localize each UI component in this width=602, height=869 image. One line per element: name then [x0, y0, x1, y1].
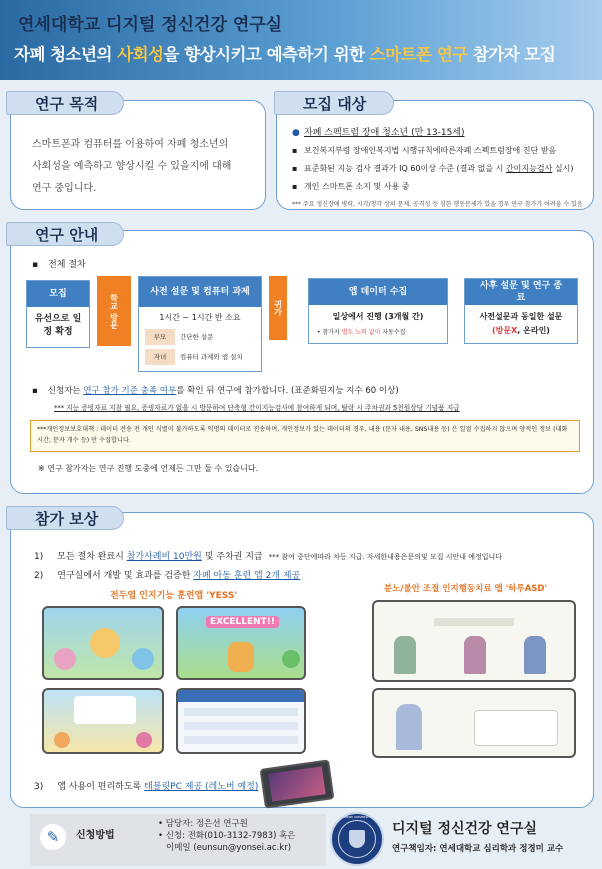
step-recruit [26, 280, 90, 348]
step-head: 앱 데이터 수집 [309, 279, 447, 305]
title-part: 을 향상시키고 예측하기 위한 [163, 45, 370, 64]
step-time: 1시간 ~ 1시간 반 소요 [159, 313, 241, 322]
apply-box [30, 814, 326, 866]
quit-note: ※ 연구 참가자는 연구 진행 도중에 언제든 그만 둘 수 있습니다. [38, 464, 259, 473]
list-item: ▪ 보건복지부령 장애인복지법 시행규칙에따른자폐 스펙트럼장애 진단 받음 [292, 146, 557, 155]
step-body: (방문X, 온라인) [492, 326, 550, 335]
app-screenshot-yess-game [176, 606, 306, 680]
app-screenshot-haru-2 [372, 688, 576, 758]
step-body: 일상에서 진행 (3개월 간) [332, 312, 424, 321]
step-head: 사후 설문 및 연구 종료 [465, 279, 577, 305]
recruit-criteria-list [292, 124, 588, 214]
privacy-box: ***개인정보보호대책 : 데이터 전송 전 개인 식별이 불가하도록 익명의 데이터로 전송하며, 개인정보가 있는 데이터의 경우, 내용 (문자 내용, SNS내용 등) 은 일절 수집하지 않으며 양적인 정보 (대화 시간, 문자 개수 등) 만 수집합니다. [30, 420, 580, 452]
reward-item-2: 2) 연구실에서 개발 및 효과를 검증한 자폐 아동 훈련 앱 2개 제공 [34, 571, 301, 581]
guide-panel [10, 230, 594, 494]
recruit-note: *** 주요 정신장애 병력, 시각/청각 상의 문제, 공격성 등 심한 행동문제가 있을 경우 연구 참가가 어려울 수 있음 [292, 201, 583, 208]
step-body: 유선으로 일정 확정 [34, 314, 82, 337]
apply-contact: • 담당자: 정은선 연구원 • 신청: 전화(010-3132-7983) 혹은 이메일 (eunsun@yonsei.ac.kr) [158, 819, 296, 853]
step-head: 사전 설문 및 컴퓨터 과제 [139, 277, 261, 307]
step-head: 모집 [27, 281, 89, 307]
yonsei-logo [330, 812, 384, 866]
reward-item-1: 1) 모든 절차 완료시 참가사례비 10만원 및 주차권 지급 *** 참여 중단에따라 차등 지급. 자세한내용은문의및 모집 시안내 예정입니다 [34, 552, 503, 562]
logo-text: YONSEI UNIVERSITY [342, 815, 372, 819]
header-subtitle: 연세대학교 디지털 정신건강 연구실 [18, 15, 283, 35]
step-post-survey [464, 278, 578, 344]
app-screenshot-yess-menu [42, 688, 164, 754]
procedure-label: ▪ 전체 절차 [32, 260, 86, 270]
page-header [0, 0, 602, 80]
step-body: 사전설문과 동일한 설문 [479, 312, 563, 321]
title-part: 참가자 모집 [467, 45, 556, 64]
list-item: ▪ 개인 스마트폰 소지 및 사용 중 [292, 182, 410, 191]
app-screenshot-yess-map [42, 606, 164, 680]
step-app-data [308, 278, 448, 344]
page-title [14, 41, 555, 65]
list-item: ● 자폐 스펙트럼 장애 청소년 (만 13-15세) [292, 128, 465, 138]
section-title-purpose: 연구 목적 [6, 91, 124, 115]
section-title-guide: 연구 안내 [6, 222, 124, 246]
list-item: ▪ 표준화된 지능 검사 결과가 IQ 60이상 수준 (결과 없을 시 간이지능검사 실시) [292, 164, 574, 173]
pencil-icon: ✎ [40, 824, 66, 850]
app-screenshot-yess-list [176, 688, 306, 754]
purpose-text: 스마트폰과 컴퓨터를 이용하여 자폐 청소년의 사회성을 예측하고 향상시킬 수 있을지에 대해 연구 중입니다. [32, 139, 232, 194]
lab-name: 디지털 정신건강 연구실 [392, 821, 537, 837]
app-screenshot-haru-1 [372, 600, 576, 682]
lab-pi: 연구책임자: 연세대학교 심리학과 정경미 교수 [392, 844, 564, 854]
reward-item-3: 3) 앱 사용이 편리하도록 태블릿PC 제공 (레노버 예정) [34, 782, 259, 792]
step-pre-survey [138, 276, 262, 372]
app2-title: 분노/불안 조절 인지행동치료 앱 '하루ASD' [384, 584, 548, 594]
section-title-reward: 참가 보상 [6, 506, 124, 530]
game-banner: EXCELLENT!! [206, 616, 279, 628]
title-highlight: 스마트폰 연구 [369, 45, 468, 64]
step-body: • 참가자 별도 노력 없이 자동수집 [317, 329, 406, 336]
screening-note: *** 지능 증빙자료 지참 필요, 증빙자료가 없을 시 방문하여 단축형 간이지능검사에 참여하게 되며, 탈락 시 주차권과 5천원상당 기념품 지급 [54, 404, 460, 412]
title-part: 자폐 청소년의 [14, 45, 118, 64]
apply-label: 신청방법 [76, 830, 115, 841]
step-row-parent: 부모 간단한 설문 [145, 329, 255, 345]
app1-title: 전두엽 인지기능 훈련앱 'YESS' [110, 591, 238, 601]
arrow-return-home: 귀가 [269, 276, 287, 340]
section-title-recruit: 모집 대상 [274, 91, 394, 115]
step-row-child: 자녀 컴퓨터 과제와 앱 설치 [145, 349, 255, 365]
screening-text: ▪ 신청자는 연구 참가 기준 충족 여부를 확인 뒤 연구에 참가합니다. (표준화된지능 지수 60 이상) [32, 386, 399, 396]
arrow-school-visit: 학교 방문 [97, 276, 131, 346]
title-highlight: 사회성 [117, 45, 164, 64]
